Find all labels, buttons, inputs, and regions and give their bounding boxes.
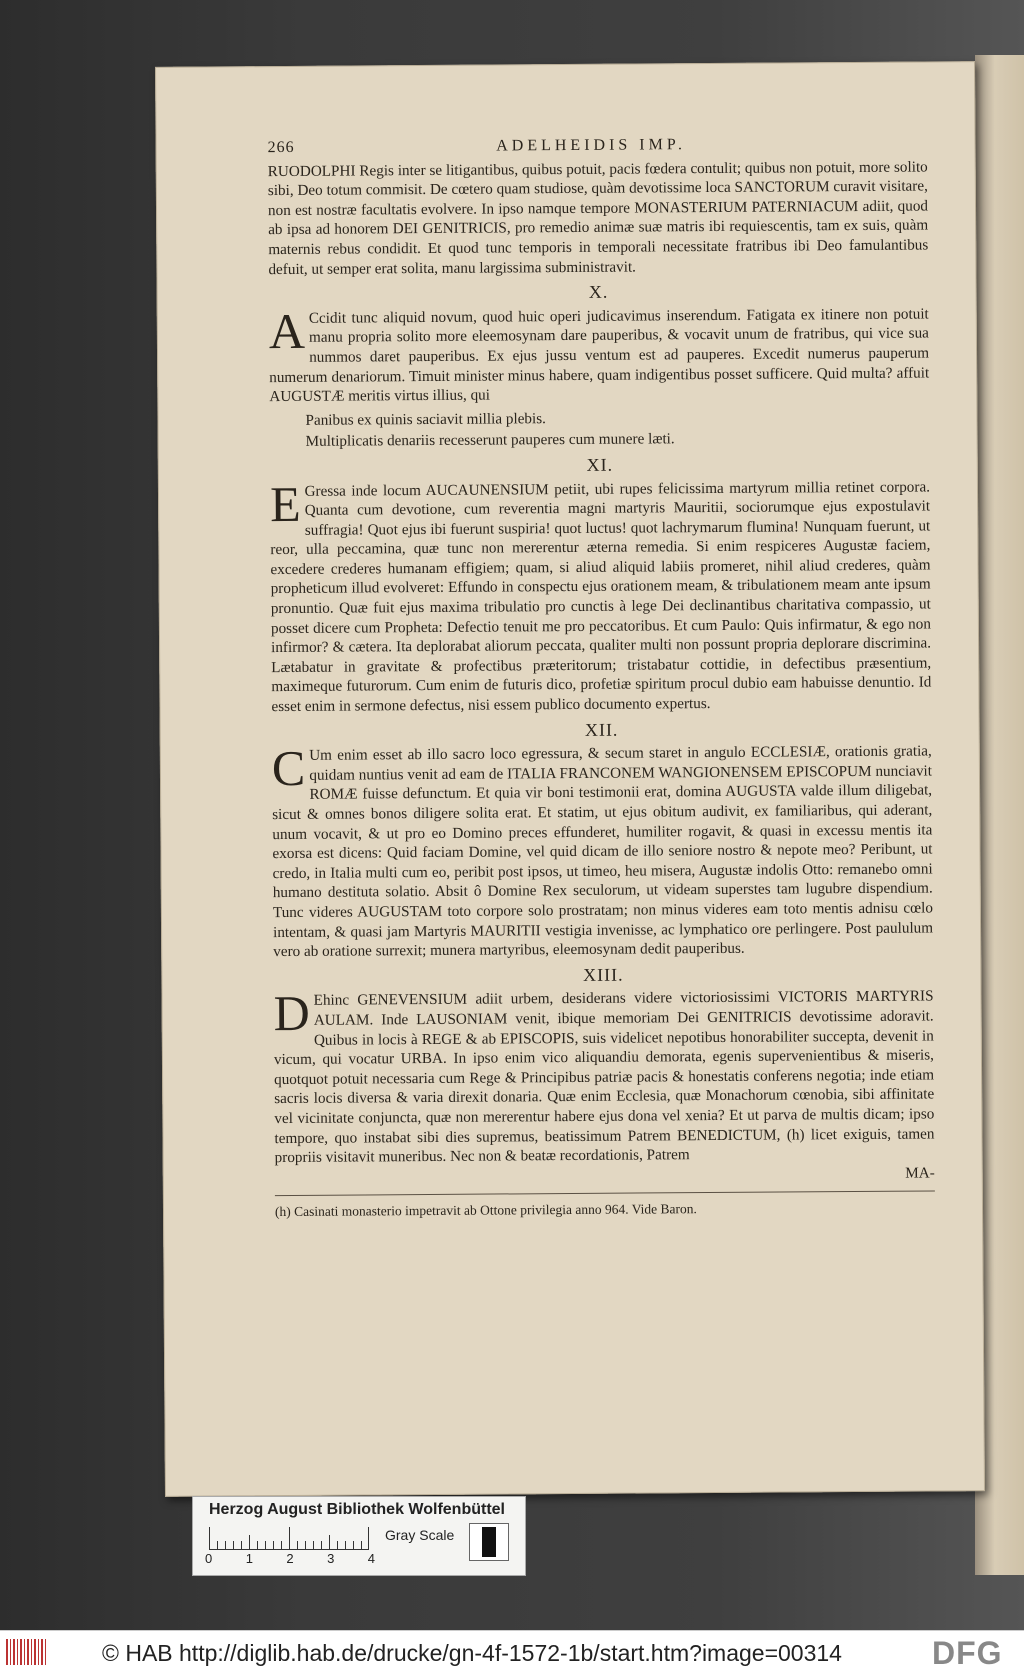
footnote: (h) Casinati monasterio impetravit ab Ottone privilegia anno 964. Vide Baron. xyxy=(274,1201,697,1220)
section-xiii-text: Ehinc GENEVENSIUM adiit urbem, desiderans videre victoriosissimi VICTORIS MARTYRIS AULAM. Inde LAUSONIAM venit, ibique memoriam Dei GENITRICIS devotissime adoravit. Quibus in locis à REGE & ab EPISCOPIS, suis videlicet nepotibus honorabiliter succepta, devenit in vicum, qui vocatur URBA. In ipso enim vico aliquandiu demorata, egenis supervenientibus & miseris, quotquot potuit necessaria cum Rege & Principibus patriæ pacis & honestatis conferens negotia; inde etiam sacris locis diversa & varia direxit donaria. Quæ enim Ecclesia, quæ Monachorum cœnobia, sibi affinitate vel vicinitate conjuncta, quæ non mererentur habere ejus dona vel xenia? Et ut parva de multis dicam; ipso tempore, quo instabat sibi dies supremus, beatissimum Patrem BENEDICTUM, (h) licet exiguis, tamen propriis visitavit muneribus. Nec non & beatæ recordationis, Patrem xyxy=(273,987,935,1167)
drop-cap: C xyxy=(271,740,306,797)
ruler-number: 0 xyxy=(205,1551,213,1566)
footer-bar xyxy=(0,1630,1024,1674)
verse-line: Multiplicatis denariis recesserunt pauperes cum munere læti. xyxy=(305,430,675,451)
page-number: 266 xyxy=(267,138,295,157)
section-x-paragraph xyxy=(269,304,930,407)
section-number-xi: XI. xyxy=(586,454,614,475)
section-number-x: X. xyxy=(588,281,609,303)
ruler-number: 3 xyxy=(327,1551,335,1566)
page-text-block xyxy=(268,133,936,1221)
running-head xyxy=(268,133,928,157)
hab-barcode-icon xyxy=(6,1639,46,1665)
ruler-number: 1 xyxy=(245,1551,253,1566)
running-head-title: ADELHEIDIS IMP. xyxy=(496,136,687,155)
section-x-text: Ccidit tunc aliquid novum, quod huic operi judicavimus inserendum. Fatigata ex itinere non potuit manu propria solito more eleemosynam dare pauperibus, & vocavit unum de fratribus, qui vice sua nummos daret pauperibus. Ex ejus jussu ventum est ad pauperes. Excedit numerus pauperum numerum denariorum. Timuit minister minus habere, quam indigentibus posset sufficere. Quid multa? affuit AUGUSTÆ meritis virtus illius, qui xyxy=(269,305,930,406)
drop-cap: A xyxy=(268,302,306,359)
drop-cap: D xyxy=(273,985,310,1042)
gray-scale-label: Gray Scale xyxy=(385,1527,455,1543)
section-xi-text: Gressa inde locum AUCAUNENSIUM petiit, ubi rupes felicissima martyrum millia retinet corpora. Quanta cum devotione, cum reverentia magni martyris Mauritii, sociorumque ejus expostulavit suffragia! Quot ejus ibi fuerunt suspiria! quot luctus! quot lachrymarum flumina! Nunquam fuerunt, ut reor, ulla peccamina, quæ tunc non mererentur æterna remedia. Si enim respiceres Augustæ faciem, excedere crederes humanam effigiem; quam, si aliud aliquid labiis promeret, nihil aliud crederes, quàm propheticum illud evolveret: Effundo in conspectu ejus orationem meam, & tribulationem meam ante ipsum pronuntio. Quæ fuit ejus maxima tribulatio pro cunctis à lege Dei declinantibus charitativa compassio, ut posset dicere cum Propheta: Defectio tenuit me pro peccatoribus. Et cum Paulo: Quis infirmatur, & ego non infirmor? & cætera. Ita deplorabat aliorum peccata, qualiter multi non possunt propria deplorare discrimina. Lætabatur in gravitate & profectibus præteritorum; tristabatur cottidie, in defectibus præsentium, maximeque futurorum. Cum enim de futuris dico, profetiæ spiritum procul dubio eam habuisse denuntio. Id esset enim in sermone defectus, nisi essem publico documento expertus. xyxy=(270,477,932,716)
section-xii-paragraph xyxy=(272,742,933,962)
drop-cap: E xyxy=(269,475,301,532)
dfg-logo: DFG xyxy=(932,1635,1003,1671)
section-number-xiii: XIII. xyxy=(583,964,624,985)
section-number-xii: XII. xyxy=(584,719,619,740)
section-xi-paragraph xyxy=(270,477,932,717)
ruler-numbers xyxy=(205,1551,375,1566)
section-xiii-paragraph xyxy=(273,987,934,1168)
ruler-number: 2 xyxy=(286,1551,294,1566)
catchword: MA- xyxy=(905,1164,935,1182)
ruler-scale xyxy=(209,1527,369,1550)
footer-url[interactable]: © HAB http://diglib.hab.de/drucke/gn-4f-1572-1b/start.htm?image=00314 xyxy=(102,1640,842,1666)
book-page xyxy=(155,61,985,1497)
intro-paragraph: RUODOLPHI Regis inter se litigantibus, quibus potuit, pacis fœdera contulit; quibus non potuit, more solito sibi, Deo totum commisit. De cœtero quam studiose, quàm devotissime loca SANCTORUM curavit visitare, non est nostræ facultatis evolvere. In ipso namque tempore MONASTERIUM PATERNIACUM adiit, quod ab ipsa ad honorem DEI GENITRICIS, pro remedio animæ suæ matris ibi requiescentis, tam ex suis, quàm maternis rebus condidit. Et quod tunc temporis in temporali necessitate fratribus ibi Deo famulantibus defuit, ut semper erat solita, manu largissima subministravit. xyxy=(267,158,929,278)
section-xii-text: Um enim esset ab illo sacro loco egressura, & secum staret in angulo ECCLESIÆ, orationis gratia, quidam nuntius venit ad eam de ITALIA FRANCONEM WANGIONENSEM EPISCOPUM nunciavit ROMÆ fuisse defunctum. Et quia vir boni testimonii erat, domina AUGUSTA valde illum diligebat, sicut & omnes bonos diligere solita erat. Et statim, ut ejus obitum audivit, ex familiaribus, qui aderant, unum vocavit, & ut pro eo Domino preces effunderet, humiliter rogavit, & quasi in excessu mentis ita exorsa est dicens: Quid faciam Domine, vel quid dicam de illo seniore nostro & nepote meo? Peribunt, ut credo, in Italia multi cum eo, peribit post ipsos, ut timeo, heu misera, Augustæ indolis Otto: remanebo omni humano destituta solatio. Absit ô Domine Rex seculorum, ut videam superstes tam lugubre dispendium. Tunc videres AUGUSTAM toto corpore solo prostratam; non minus videres eam toto mentis adnisu cœlo intentam, & quasi jam Martyris MAURITII vestigia invenisse, ac lymphatico ore perlingere. Post paululum vero ab oratione surrexit; munera martyribus, eleemosynam dedit pauperibus. xyxy=(272,742,934,961)
color-reference-bar xyxy=(192,1496,526,1576)
colorbar-title: Herzog August Bibliothek Wolfenbüttel xyxy=(209,1501,505,1518)
verse-line: Panibus ex quinis saciavit millia plebis. xyxy=(305,409,546,429)
ruler-number: 4 xyxy=(367,1551,375,1566)
footnote-rule xyxy=(275,1191,935,1197)
gray-swatch xyxy=(469,1523,509,1561)
